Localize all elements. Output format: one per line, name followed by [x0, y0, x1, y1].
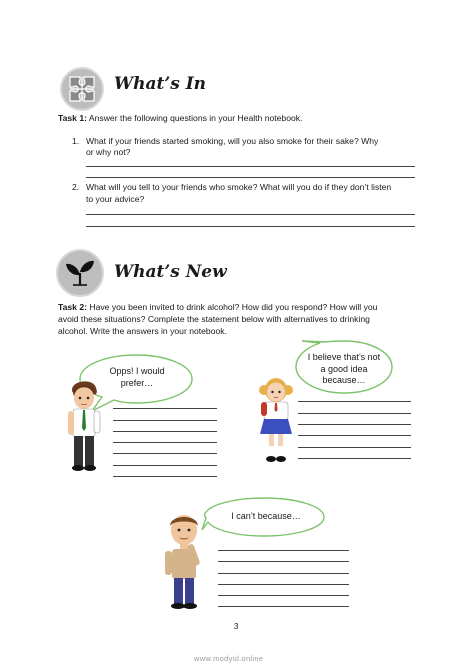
question-2-text-line1: What will you tell to your friends who smoke? What will you do if they don’t listen [86, 182, 392, 192]
question-2-number: 2. [72, 182, 80, 192]
question-2-text-line2: to your advice? [86, 194, 145, 204]
task-1-text: Answer the following questions in your Health notebook. [86, 113, 303, 123]
girl-answer-line [298, 413, 411, 414]
task-1-label: Task 1: [58, 113, 87, 123]
boy-answer-line [113, 476, 217, 477]
boy-answer-line [113, 442, 217, 443]
girl-bubble-text [296, 352, 392, 387]
girl-bubble-line2: a good idea [320, 363, 368, 374]
man-answer-line [218, 606, 349, 607]
boy-answer-line [113, 453, 217, 454]
question-1-answer-line [86, 166, 415, 167]
question-1-text-line2: or why not? [86, 147, 131, 157]
girl-bubble-line3: because… [322, 375, 366, 385]
man-bubble-line1: I can’t because… [231, 511, 301, 521]
footer-watermark: www.modyul.online [194, 654, 264, 663]
man-answer-line [218, 550, 349, 551]
question-2-answer-line [86, 214, 415, 215]
task-2-text-line3: alcohol. Write the answers in your notebook. [58, 326, 227, 336]
question-1-answer-line [86, 177, 415, 178]
boy-bubble-line1: Opps! I would [109, 366, 165, 376]
sprout-icon [58, 251, 102, 295]
boy-answer-line [113, 408, 217, 409]
girl-answer-line [298, 458, 411, 459]
boy-illustration [64, 376, 104, 472]
task-2-label: Task 2: [58, 302, 87, 312]
boy-answer-line [113, 465, 217, 466]
girl-answer-line [298, 424, 411, 425]
girl-bubble-line1: I believe that’s not [307, 352, 381, 362]
girl-answer-line [298, 435, 411, 436]
page-number: 3 [234, 622, 239, 631]
task-2-text-line2: avoid these situations? Complete the statement below with alternatives to drinking [58, 314, 370, 324]
question-1-text-line1: What if your friends started smoking, will you also smoke for their sake? Why [86, 136, 379, 146]
boy-answer-line [113, 431, 217, 432]
girl-answer-line [298, 447, 411, 448]
whats-new-icon-badge [56, 249, 104, 297]
task-2-instructions [58, 301, 377, 337]
whats-in-icon-badge [60, 67, 104, 111]
question-1-number: 1. [72, 136, 80, 146]
task-2-text-line1: Have you been invited to drink alcohol? How did you respond? How will you [86, 302, 378, 312]
man-answer-line [218, 561, 349, 562]
girl-illustration [256, 372, 296, 464]
man-answer-line [218, 584, 349, 585]
man-illustration [160, 510, 208, 610]
question-2-answer-line [86, 226, 415, 227]
man-answer-line [218, 573, 349, 574]
man-bubble-text [212, 511, 320, 523]
whats-in-title: What’s In [114, 74, 207, 94]
puzzle-icon [62, 69, 102, 109]
boy-bubble-line2: prefer… [120, 377, 154, 388]
man-answer-line [218, 595, 349, 596]
boy-answer-line [113, 420, 217, 421]
whats-new-title: What’s New [114, 262, 227, 282]
task-1-instructions [58, 112, 302, 124]
girl-answer-line [298, 401, 411, 402]
